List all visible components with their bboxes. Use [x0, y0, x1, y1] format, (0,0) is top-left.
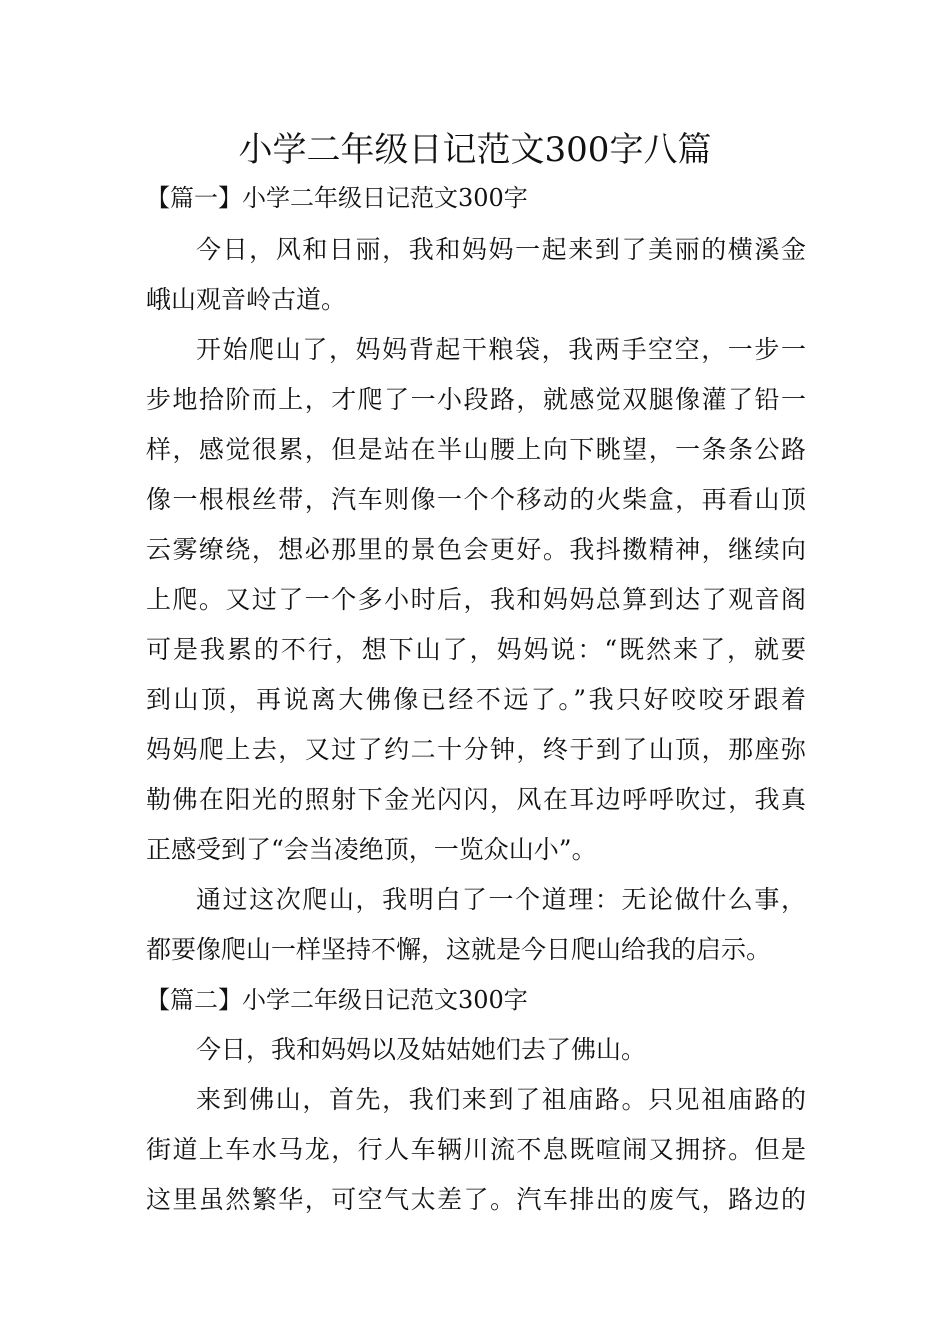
text-line: 来到佛山，首先，我们来到了祖庙路。只见祖庙路的	[196, 1085, 806, 1114]
text-line: 步地拾阶而上，才爬了一小段路，就感觉双腿像灌了铅一	[146, 385, 806, 414]
text-line: 到山顶，再说离大佛像已经不远了。”我只好咬咬牙跟着	[146, 685, 806, 714]
text-line: 勒佛在阳光的照射下金光闪闪，风在耳边呼呼吹过，我真	[146, 785, 806, 814]
text-line: 峨山观音岭古道。	[146, 285, 347, 314]
text-line: 上爬。又过了一个多小时后，我和妈妈总算到达了观音阁	[146, 585, 806, 614]
section-heading: 【篇一】小学二年级日记范文300字	[146, 184, 528, 212]
section-heading: 【篇二】小学二年级日记范文300字	[146, 986, 528, 1014]
text-line: 今日，风和日丽，我和妈妈一起来到了美丽的横溪金	[196, 235, 806, 264]
text-line: 这里虽然繁华，可空气太差了。汽车排出的废气，路边的	[146, 1185, 806, 1214]
text-line: 可是我累的不行，想下山了，妈妈说：“既然来了，就要	[146, 635, 806, 664]
text-line: 云雾缭绕，想必那里的景色会更好。我抖擞精神，继续向	[146, 535, 806, 564]
text-line: 正感受到了“会当凌绝顶，一览众山小”。	[146, 835, 597, 864]
text-line: 样，感觉很累，但是站在半山腰上向下眺望，一条条公路	[146, 435, 806, 464]
document-title: 小学二年级日记范文300字八篇	[238, 130, 712, 170]
text-line: 通过这次爬山，我明白了一个道理：无论做什么事，	[196, 885, 806, 914]
text-line: 都要像爬山一样坚持不懈，这就是今日爬山给我的启示。	[146, 935, 772, 964]
text-line: 今日，我和妈妈以及姑姑她们去了佛山。	[196, 1035, 647, 1064]
text-line: 妈妈爬上去，又过了约二十分钟，终于到了山顶，那座弥	[146, 735, 806, 764]
text-line: 像一根根丝带，汽车则像一个个移动的火柴盒，再看山顶	[146, 485, 806, 514]
text-line: 街道上车水马龙，行人车辆川流不息既喧闹又拥挤。但是	[146, 1135, 806, 1164]
text-line: 开始爬山了，妈妈背起干粮袋，我两手空空，一步一	[196, 335, 806, 364]
